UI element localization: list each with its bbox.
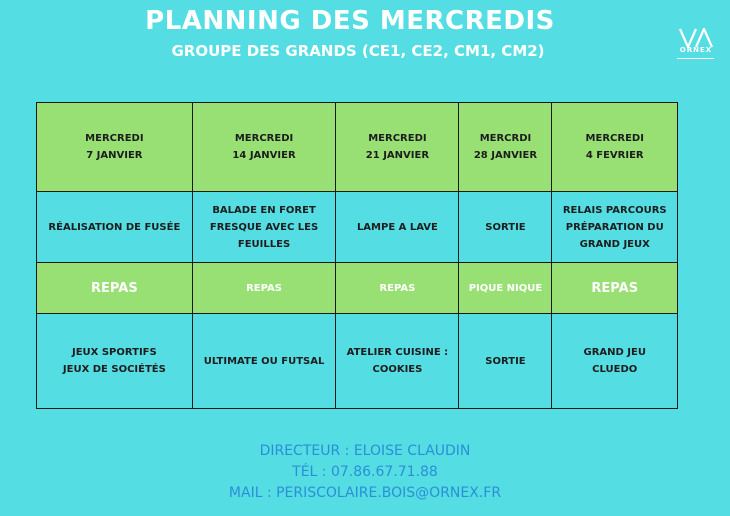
morning-activity: RELAIS PARCOURS PRÉPARATION DU GRAND JEUX	[552, 192, 678, 263]
day-header: MERCRDI 28 JANVIER	[459, 103, 552, 192]
morning-activity: BALADE EN FORET FRESQUE AVEC LES FEUILLES	[192, 192, 336, 263]
morning-row	[37, 192, 678, 263]
lunch-cell: REPAS	[37, 263, 193, 314]
lunch-cell: REPAS	[192, 263, 336, 314]
phone-line: TÉL : 07.86.67.71.88	[292, 464, 438, 480]
afternoon-activity: ATELIER CUISINE : COOKIES	[336, 314, 459, 409]
morning-activity: LAMPE A LAVE	[336, 192, 459, 263]
mail-line: MAIL : PERISCOLAIRE.BOIS@ORNEX.FR	[228, 485, 502, 501]
afternoon-row	[37, 314, 678, 409]
lunch-cell: PIQUE NIQUE	[459, 263, 552, 314]
morning-activity: SORTIE	[459, 192, 552, 263]
logo-underline	[677, 58, 714, 59]
morning-activity: RÉALISATION DE FUSÉE	[37, 192, 193, 263]
page-title: PLANNING DES MERCREDIS	[145, 6, 555, 36]
afternoon-activity: JEUX SPORTIFS JEUX DE SOCIÉTÉS	[37, 314, 193, 409]
ornex-logo-icon	[676, 18, 716, 62]
day-header: MERCREDI 4 FEVRIER	[552, 103, 678, 192]
logo-text: ORNEX	[679, 46, 713, 54]
afternoon-activity: ULTIMATE OU FUTSAL	[192, 314, 336, 409]
day-header: MERCREDI 7 JANVIER	[37, 103, 193, 192]
lunch-cell: REPAS	[552, 263, 678, 314]
lunch-row	[37, 263, 678, 314]
day-header: MERCREDI 21 JANVIER	[336, 103, 459, 192]
header-row	[37, 103, 678, 192]
afternoon-activity: GRAND JEU CLUEDO	[552, 314, 678, 409]
director-line: DIRECTEUR : ELOISE CLAUDIN	[259, 443, 471, 459]
planning-table	[36, 102, 678, 409]
afternoon-activity: SORTIE	[459, 314, 552, 409]
lunch-cell: REPAS	[336, 263, 459, 314]
page-subtitle: GROUPE DES GRANDS (CE1, CE2, CM1, CM2)	[171, 42, 545, 60]
day-header: MERCREDI 14 JANVIER	[192, 103, 336, 192]
